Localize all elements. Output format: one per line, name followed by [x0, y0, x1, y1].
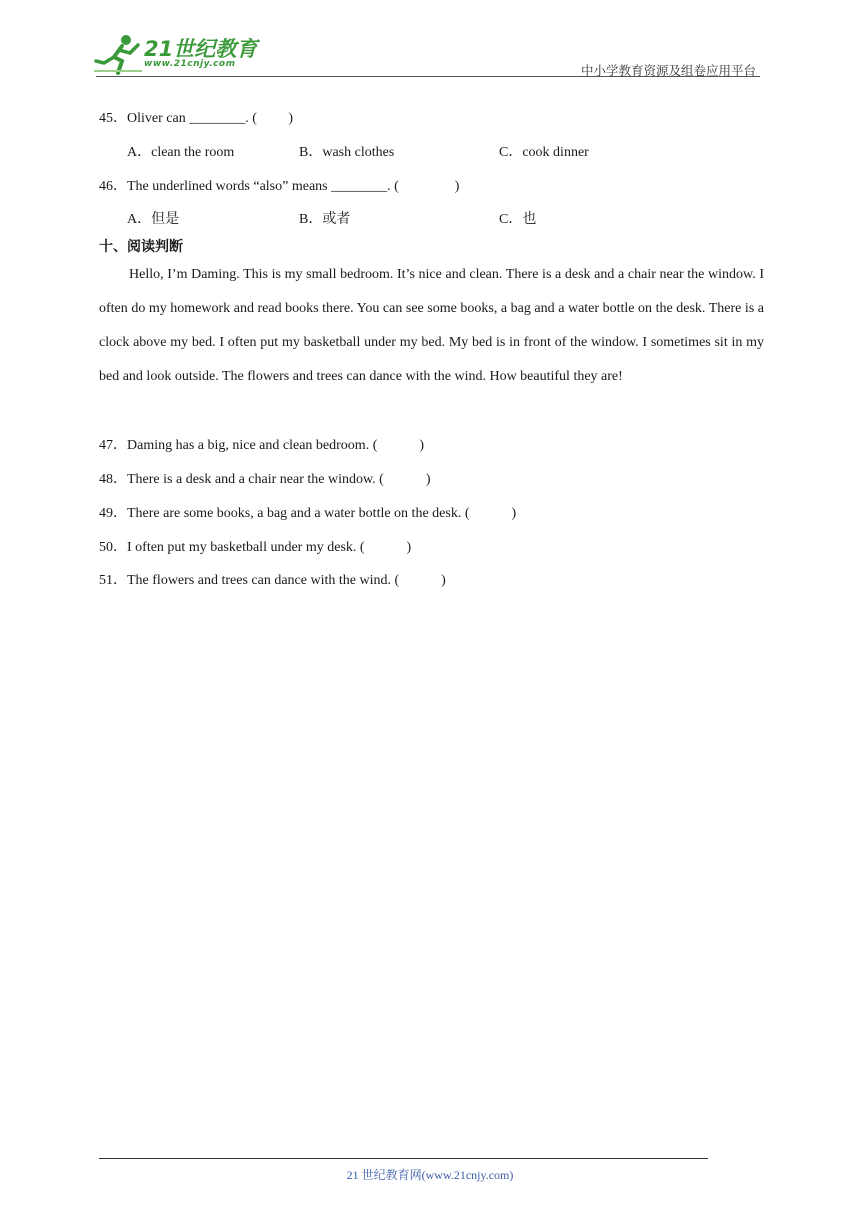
- statement-51: 51．The flowers and trees can dance with the wind. ( ): [99, 573, 446, 588]
- header-platform-title: 中小学教育资源及组卷应用平台: [580, 64, 756, 78]
- statement-47: 47．Daming has a big, nice and clean bedroom. ( ): [99, 438, 425, 453]
- statement-49: 49．There are some books, a bag and a water bottle on the desk. ( ): [99, 506, 517, 521]
- question-45-option-c: C．cook dinner: [499, 145, 589, 160]
- section-title: 十、阅读判断: [99, 239, 183, 255]
- footer-divider: [99, 1158, 708, 1159]
- logo-text: 21世纪教育: [144, 37, 258, 61]
- statement-48: 48．There is a desk and a chair near the window. ( ): [99, 472, 431, 487]
- question-45-option-a: A．clean the room: [127, 145, 235, 160]
- question-46: 46．The underlined words “also” means ________. ( ): [99, 179, 460, 194]
- logo-url: www.21cnjy.com: [144, 59, 236, 69]
- question-46-option-c: C．也: [499, 212, 537, 227]
- page-header: [0, 0, 860, 80]
- logo: [92, 33, 262, 77]
- question-46-option-b: B．或者: [299, 212, 351, 227]
- header-divider: [96, 76, 760, 77]
- question-45-option-b: B．wash clothes: [299, 145, 395, 160]
- question-46-option-a: A．但是: [127, 212, 180, 227]
- reading-passage: Hello, I’m Daming. This is my small bedroom. It’s nice and clean. There is a desk and a chair near the window. I often do my homework and read books there. You can see some books, a bag and a water bottle on the desk. There is a clock above my bed. I often put my basketball under my bed. My bed is in front of the window. I sometimes sit in my bed and look outside. The flowers and trees can dance with the wind. How beautiful they are!: [99, 267, 764, 384]
- footer-text: 21 世纪教育网(www.21cnjy.com): [346, 1168, 514, 1182]
- runner-logo-icon: [92, 33, 144, 75]
- question-45: 45．Oliver can ________. ( ): [99, 111, 294, 126]
- statement-50: 50．I often put my basketball under my desk. ( ): [99, 540, 412, 555]
